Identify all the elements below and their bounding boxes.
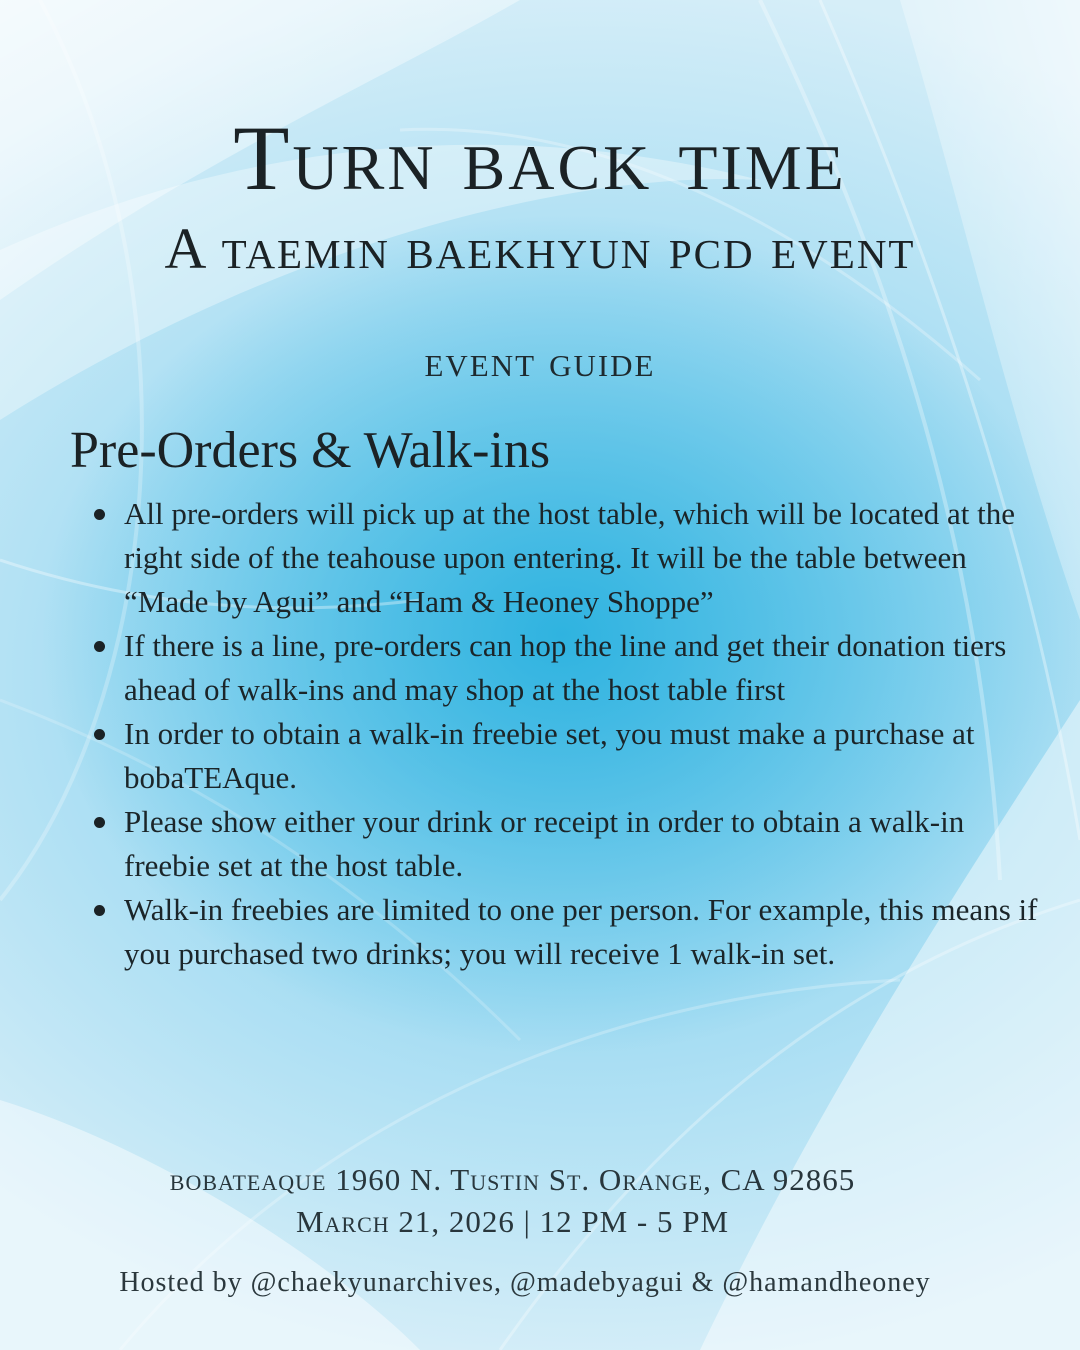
list-item: [124, 492, 1044, 624]
list-item-text: If there is a line, pre-orders can hop the line and get their donation tiers ahead of walk-ins and may shop at the host table first: [124, 628, 1007, 707]
list-item-text: Please show either your drink or receipt in order to obtain a walk-in freebie set at the host table.: [124, 804, 965, 883]
hosted-by: Hosted by @chaekyunarchives, @madebyagui & @hamandheoney: [119, 1267, 931, 1298]
event-title: Turn back time: [233, 107, 847, 209]
venue-address: bobateaque 1960 N. Tustin St. Orange, CA 92865: [169, 1162, 856, 1197]
list-item-text: In order to obtain a walk-in freebie set, you must make a purchase at bobaTEAque.: [124, 716, 975, 795]
guide-bullet-list: [70, 492, 1044, 976]
list-item-text: Walk-in freebies are limited to one per person. For example, this means if you purchased two drinks; you will receive 1 walk-in set.: [124, 892, 1038, 971]
event-date-time: March 21, 2026 | 12 PM - 5 PM: [295, 1204, 730, 1239]
event-subtitle: A taemin baekhyun pcd event: [164, 216, 916, 281]
list-item-text: All pre-orders will pick up at the host table, which will be located at the right side of the teahouse upon entering. It will be the table between “Made by Agui” and “Ham & Heoney Shoppe”: [124, 496, 1015, 619]
list-item: [124, 888, 1044, 976]
bullet-dot-icon: [94, 641, 105, 652]
bullet-dot-icon: [94, 509, 105, 520]
bullet-dot-icon: [94, 817, 105, 828]
bullet-dot-icon: [94, 729, 105, 740]
list-item: [124, 624, 1044, 712]
list-item: [124, 800, 1044, 888]
bullet-dot-icon: [94, 905, 105, 916]
section-heading: Pre-Orders & Walk-ins: [70, 422, 551, 479]
event-guide-label: event guide: [424, 337, 656, 386]
list-item: [124, 712, 1044, 800]
